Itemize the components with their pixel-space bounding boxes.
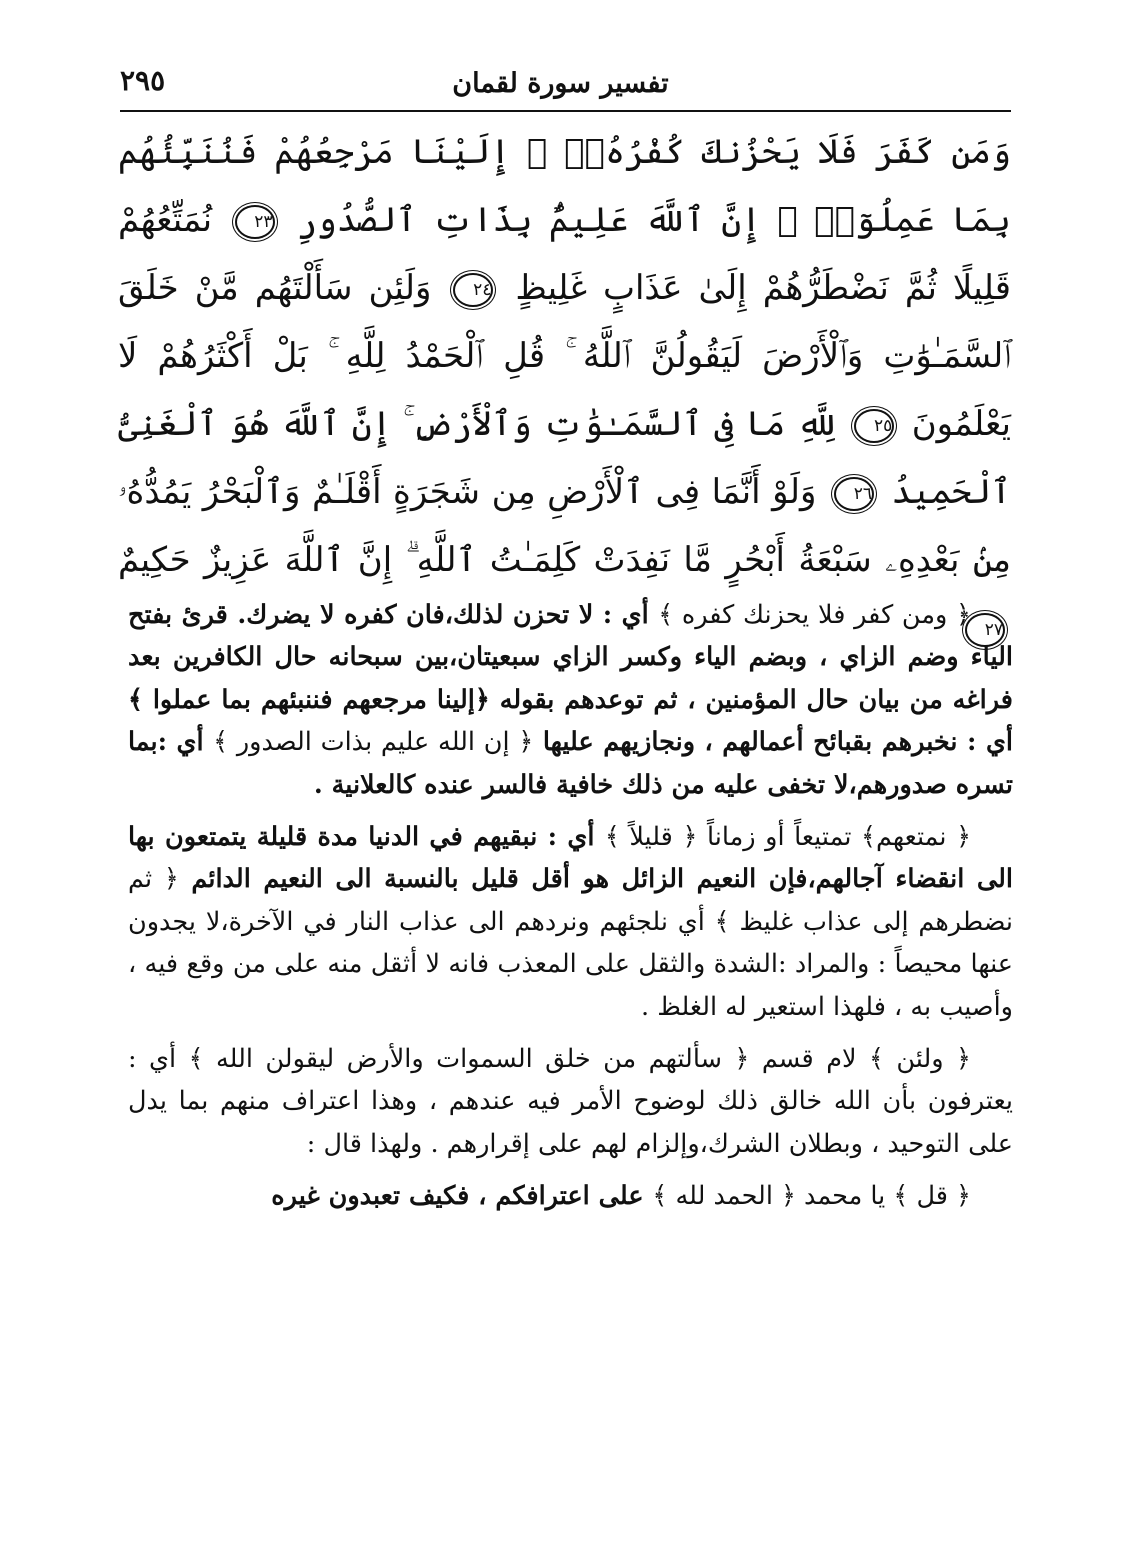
quoted-verse: ﴿ سألتهم من خلق السموات والأرض ليقولن الله ﴾: [188, 1044, 750, 1075]
verse-24-text: نُمَتِّعُهُمْ قَلِيلًا ثُمَّ نَضْطَرُّهُمْ إِلَىٰ عَذَابٍ غَلِيظٍ: [118, 200, 1011, 308]
quoted-verse: ﴿ ثم نضطرهم إلى عذاب غليظ ﴾: [128, 864, 1013, 937]
explanation-text: أي : نخبرهم بقبائح أعمالهم ، ونجازيهم عليها: [533, 727, 1013, 758]
quoted-verse: ﴿ نمتعهم﴾: [861, 822, 972, 853]
quoted-verse: ﴿ ولئن ﴾: [869, 1044, 971, 1075]
quran-verses: [118, 118, 1011, 662]
ayah-marker-24: ٢٤: [453, 273, 493, 307]
explanation-text: أي نلجئهم ونردهم الى عذاب النار في الآخرة،لا يجدون عنها محيصاً : والمراد :الشدة والثقل على المعذب فانه لا أثقل منه على من وقع فيه ، وأصيب به ، فلهذا استعير له الغلظ .: [128, 906, 1013, 1022]
commentary-paragraph-2: [128, 816, 1013, 1028]
verse-23-text: وَمَن كَفَرَ فَلَا يَحْزُنكَ كُفْرُهُۥٓ ۚ إِلَيْنَا مَرْجِعُهُمْ فَنُنَبِّئُهُم بِمَا عَمِلُوٓا۟ ۚ إِنَّ ٱللَّهَ عَلِيمٌۢ بِذَاتِ ٱلصُّدُورِ: [118, 132, 1011, 240]
commentary-paragraph-3: [128, 1038, 1013, 1165]
header-rule: [120, 110, 1011, 112]
commentary-paragraph-4: [128, 1175, 1013, 1217]
explanation-text: تمتيعاً أو زماناً: [697, 822, 861, 853]
explanation-text: على اعترافكم ، فكيف تعبدون غيره: [271, 1181, 653, 1212]
page-number: ٢٩٥: [120, 64, 166, 97]
explanation-text: أي : نبقيهم في الدنيا مدة قليلة يتمتعون بها الى انقضاء آجالهم،فإن النعيم الزائل هو أقل قليل بالنسبة الى النعيم الدائم: [128, 822, 1013, 895]
ayah-marker-23: ٢٣: [235, 205, 275, 239]
quoted-verse: ﴿ ومن كفر فلا يحزنك كفره ﴾: [658, 600, 971, 630]
ayah-marker-25: ٢٥: [854, 409, 894, 443]
explanation-text: يا محمد: [795, 1181, 894, 1212]
verse-25-text: وَلَئِن سَأَلْتَهُم مَّنْ خَلَقَ ٱلسَّمَـٰوَٰتِ وَٱلْأَرْضَ لَيَقُولُنَّ ٱللَّهُ ۚ قُلِ ٱلْحَمْدُ لِلَّهِ ۚ بَلْ أَكْثَرُهُمْ لَا يَعْلَمُونَ: [118, 268, 1012, 444]
quoted-verse: ﴿ الحمد لله ﴾: [652, 1181, 796, 1212]
explanation-text: أي :بما تسره صدورهم،لا تخفى عليه من ذلك خافية فالسر عنده كالعلانية .: [128, 727, 1013, 800]
quoted-verse: ﴿ إن الله عليم بذات الصدور ﴾: [213, 727, 534, 758]
explanation-text: أي : يعترفون بأن الله خالق ذلك لوضوح الأمر فيه عندهم ، وهذا اعتراف منهم بما يدل على التوحيد ، وبطلان الشرك،وإلزام لهم على إقرارهم . ولهذا قال :: [128, 1044, 1013, 1159]
verse-27-text: وَلَوْ أَنَّمَا فِى ٱلْأَرْضِ مِن شَجَرَةٍ أَقْلَـٰمٌ وَٱلْبَحْرُ يَمُدُّهُۥ مِنۢ بَعْدِهِۦ سَبْعَةُ أَبْحُرٍ مَّا نَفِدَتْ كَلِمَـٰتُ ٱللَّهِ ۗ إِنَّ ٱللَّهَ عَزِيزٌ حَكِيمٌ: [118, 472, 1011, 580]
verse-26-text: لِلَّهِ مَا فِى ٱلسَّمَـٰوَٰتِ وَٱلْأَرْضِ ۚ إِنَّ ٱللَّهَ هُوَ ٱلْغَنِىُّ ٱلْحَمِيدُ: [118, 404, 1012, 512]
commentary-paragraph-1: [128, 594, 1013, 806]
page-header: [120, 62, 1001, 110]
running-title: تفسير سورة لقمان: [452, 68, 669, 99]
quoted-verse: ﴿ قل ﴾: [893, 1181, 971, 1212]
explanation-text: لام قسم: [749, 1044, 869, 1075]
commentary: [128, 594, 1013, 1218]
quoted-verse: ﴿ قليلاً ﴾: [604, 822, 698, 853]
ayah-marker-27: ٢٧: [965, 613, 1005, 647]
quoted-verse: ﴿إلينا مرجعهم فننبئهم بما عملوا ﴾: [128, 684, 490, 715]
explanation-text: أي : لا تحزن لذلك،فان كفره لا يضرك. قرئ بفتح الياء وضم الزاي ، وبضم الياء وكسر الزاي سبعيتان،بين سبحانه حال الكافرين بعد فراغه من بيان حال المؤمنين ، ثم توعدهم بقوله: [128, 600, 1013, 715]
ayah-marker-26: ٢٦: [834, 477, 874, 511]
